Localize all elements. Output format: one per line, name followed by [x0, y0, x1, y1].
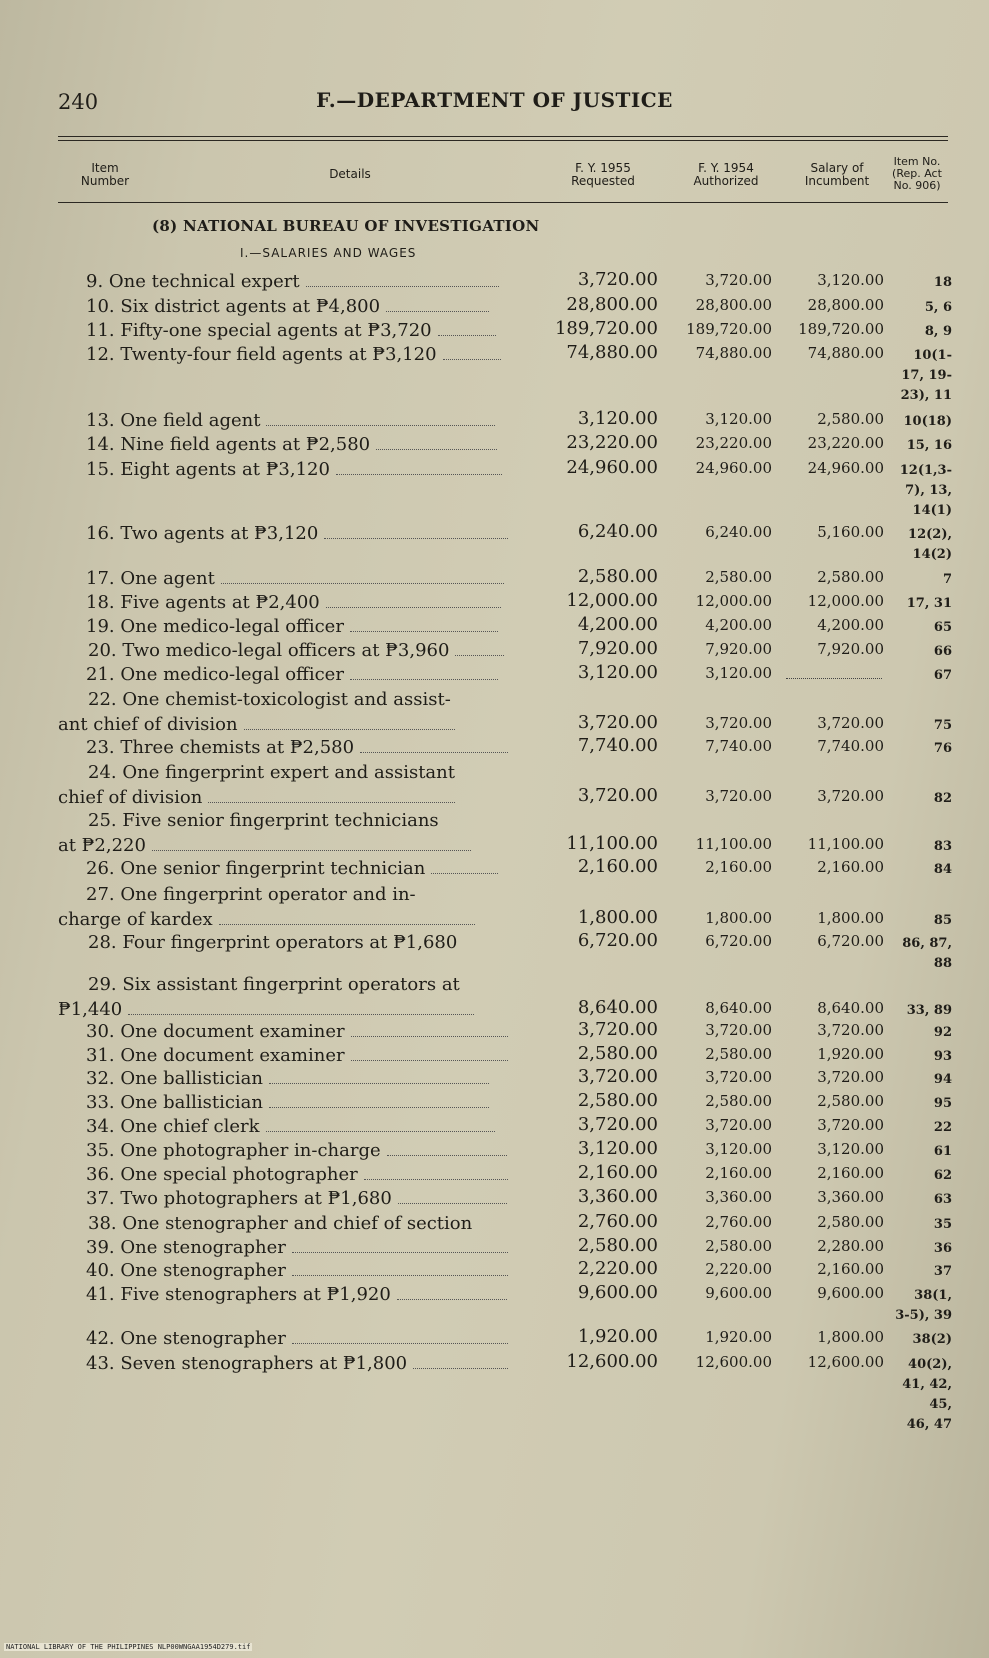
row-details — [58, 1043, 508, 1068]
dot-leader — [413, 1355, 508, 1369]
fy1954-amount: 23,220.00 — [695, 434, 772, 452]
detail-line: 28. Four fingerprint operators at ₱1,680 — [88, 932, 458, 953]
detail-line: charge of kardex — [58, 909, 213, 930]
act-item-number: 65 — [933, 620, 952, 635]
row-details — [58, 735, 508, 760]
detail-line: 26. One senior fingerprint technician — [86, 858, 426, 879]
dot-leader — [221, 570, 504, 584]
detail-line: ₱1,440 — [58, 999, 123, 1020]
row-details — [58, 1351, 508, 1376]
dot-leader — [219, 911, 475, 925]
detail-line: 9. One technical expert — [86, 271, 300, 292]
act-item-number: 33, 89 — [906, 1003, 952, 1018]
fy1955-amount: 7,740.00 — [577, 735, 658, 756]
row-details — [58, 1162, 508, 1187]
fy1955-amount: 3,120.00 — [577, 662, 658, 683]
fy1954-amount: 8,640.00 — [705, 999, 772, 1017]
detail-line: 29. Six assistant fingerprint operators at — [88, 974, 460, 995]
row-details — [58, 1326, 508, 1351]
dot-leader — [350, 618, 498, 632]
page-number: 240 — [58, 90, 99, 114]
incumbent-salary: 3,720.00 — [817, 1021, 884, 1039]
detail-line: 21. One medico-legal officer — [86, 664, 344, 685]
fy1954-amount: 6,720.00 — [705, 932, 772, 950]
fy1954-amount: 2,580.00 — [705, 568, 772, 586]
fy1955-amount: 3,720.00 — [577, 269, 658, 290]
fy1955-amount: 2,580.00 — [577, 566, 658, 587]
dot-leader — [266, 412, 495, 426]
dot-leader — [292, 1330, 508, 1344]
incumbent-salary: 2,580.00 — [817, 410, 884, 428]
fy1954-amount: 2,160.00 — [705, 858, 772, 876]
dot-leader — [398, 1190, 508, 1204]
incumbent-salary: 3,720.00 — [817, 1068, 884, 1086]
fy1955-amount: 6,720.00 — [577, 930, 658, 951]
detail-line: 25. Five senior fingerprint technicians — [88, 810, 439, 831]
fy1955-amount: 2,220.00 — [577, 1258, 658, 1279]
fy1954-amount: 3,720.00 — [705, 1021, 772, 1039]
incumbent-salary: 24,960.00 — [807, 459, 884, 477]
detail-line: 14. Nine field agents at ₱2,580 — [86, 434, 371, 455]
incumbent-salary: 9,600.00 — [817, 1284, 884, 1302]
row-details — [58, 318, 508, 343]
detail-line: 17. One agent — [86, 568, 215, 589]
act-item-number: 76 — [933, 741, 952, 756]
incumbent-salary: 4,200.00 — [817, 616, 884, 634]
incumbent-salary: 1,920.00 — [817, 1045, 884, 1063]
detail-line: 35. One photographer in-charge — [86, 1140, 381, 1161]
fy1954-amount: 189,720.00 — [686, 320, 772, 338]
act-item-number: 92 — [933, 1025, 952, 1040]
row-details — [58, 614, 508, 639]
section-subtitle: I.—SALARIES AND WAGES — [240, 246, 417, 260]
row-details — [58, 1235, 508, 1260]
detail-line: 19. One medico-legal officer — [86, 616, 344, 637]
fy1954-amount: 6,240.00 — [705, 523, 772, 541]
row-details — [58, 856, 508, 881]
detail-line: 18. Five agents at ₱2,400 — [86, 592, 320, 613]
fy1955-amount: 3,360.00 — [577, 1186, 658, 1207]
fy1954-amount: 3,120.00 — [705, 1140, 772, 1158]
act-item-number: 83 — [933, 839, 952, 854]
incumbent-salary: 3,120.00 — [817, 1140, 884, 1158]
fy1955-amount: 1,920.00 — [577, 1326, 658, 1347]
dot-leader — [326, 594, 501, 608]
fy1955-amount: 4,200.00 — [577, 614, 658, 635]
detail-line: 11. Fifty-one special agents at ₱3,720 — [86, 320, 432, 341]
act-item-number: 12(1,3- 7), 13, 14(1) — [899, 463, 952, 518]
dot-leader — [152, 837, 471, 851]
fy1955-amount: 8,640.00 — [577, 997, 658, 1018]
act-item-number: 7 — [942, 572, 952, 587]
fy1954-amount: 3,720.00 — [705, 1068, 772, 1086]
fy1955-amount: 3,720.00 — [577, 1019, 658, 1040]
dot-leader — [244, 716, 455, 730]
detail-line: 22. One chemist-toxicologist and assist- — [88, 689, 451, 710]
department-title: F.—DEPARTMENT OF JUSTICE — [316, 88, 673, 112]
incumbent-salary: 2,160.00 — [817, 1164, 884, 1182]
row-details — [58, 1282, 508, 1307]
dot-leader — [360, 739, 508, 753]
dot-leader — [350, 666, 498, 680]
act-item-number: 62 — [933, 1168, 952, 1183]
act-item-number: 67 — [933, 668, 952, 683]
incumbent-salary: 189,720.00 — [798, 320, 884, 338]
row-details — [58, 1090, 508, 1115]
archive-stamp: NATIONAL LIBRARY OF THE PHILIPPINES NLP00WNGAA1954D279.tif — [6, 1643, 251, 1651]
fy1954-amount: 4,200.00 — [705, 616, 772, 634]
row-details — [58, 972, 508, 1022]
row-details — [58, 808, 508, 858]
row-details — [58, 1114, 508, 1139]
row-details — [58, 432, 508, 457]
fy1955-amount: 7,920.00 — [577, 638, 658, 659]
row-details — [58, 457, 508, 482]
dot-leader — [292, 1239, 508, 1253]
act-item-number: 18 — [933, 275, 952, 290]
dot-leader — [387, 1142, 508, 1156]
dot-leader — [351, 1047, 508, 1061]
detail-line: 40. One stenographer — [86, 1260, 286, 1281]
act-item-number: 40(2), 41, 42, 45, 46, 47 — [902, 1357, 952, 1432]
detail-line: 27. One fingerprint operator and in- — [86, 884, 416, 905]
incumbent-salary: 5,160.00 — [817, 523, 884, 541]
detail-line: 12. Twenty-four field agents at ₱3,120 — [86, 344, 437, 365]
fy1954-amount: 7,920.00 — [705, 640, 772, 658]
detail-line: 15. Eight agents at ₱3,120 — [86, 459, 330, 480]
row-details — [58, 408, 508, 433]
detail-line: 13. One field agent — [86, 410, 261, 431]
dot-leader — [208, 789, 455, 803]
fy1955-amount: 189,720.00 — [554, 318, 658, 339]
dot-leader — [324, 525, 508, 539]
col-fy1955: F. Y. 1955 Requested — [571, 161, 635, 188]
act-item-number: 12(2), 14(2) — [908, 527, 952, 562]
detail-line: 30. One document examiner — [86, 1021, 345, 1042]
fy1954-amount: 3,720.00 — [705, 1116, 772, 1134]
dot-leader — [269, 1094, 489, 1108]
fy1954-amount: 3,720.00 — [705, 714, 772, 732]
row-details — [58, 882, 508, 932]
incumbent-salary: 3,720.00 — [817, 787, 884, 805]
act-item-number: 38(2) — [912, 1332, 952, 1347]
incumbent-salary: 3,720.00 — [817, 1116, 884, 1134]
fy1955-amount: 3,720.00 — [577, 712, 658, 733]
detail-line: 37. Two photographers at ₱1,680 — [86, 1188, 392, 1209]
act-item-number: 85 — [933, 913, 952, 928]
fy1955-amount: 3,720.00 — [577, 1066, 658, 1087]
incumbent-salary: 8,640.00 — [817, 999, 884, 1017]
act-item-number: 84 — [933, 862, 952, 877]
incumbent-salary: 2,160.00 — [817, 858, 884, 876]
act-item-number: 75 — [933, 718, 952, 733]
fy1954-amount: 11,100.00 — [695, 835, 772, 853]
fy1954-amount: 2,580.00 — [705, 1237, 772, 1255]
incumbent-salary: 7,920.00 — [817, 640, 884, 658]
detail-line: 10. Six district agents at ₱4,800 — [86, 296, 381, 317]
fy1954-amount: 28,800.00 — [695, 296, 772, 314]
detail-line: 36. One special photographer — [86, 1164, 358, 1185]
row-details — [58, 1186, 508, 1211]
incumbent-salary: 2,580.00 — [817, 1213, 884, 1231]
fy1954-amount: 1,920.00 — [705, 1328, 772, 1346]
detail-line: chief of division — [58, 787, 203, 808]
fy1954-amount: 3,720.00 — [705, 271, 772, 289]
dot-leader — [306, 273, 499, 287]
dot-leader — [376, 436, 497, 450]
fy1955-amount: 11,100.00 — [566, 833, 658, 854]
row-details — [58, 521, 508, 546]
row-details — [58, 294, 508, 319]
incumbent-salary: 6,720.00 — [817, 932, 884, 950]
row-details — [58, 1019, 508, 1044]
incumbent-salary-vacant — [786, 664, 882, 679]
incumbent-salary: 23,220.00 — [807, 434, 884, 452]
col-salary: Salary of Incumbent — [804, 161, 870, 188]
detail-line: 33. One ballistician — [86, 1092, 263, 1113]
row-details — [58, 1066, 508, 1091]
row-details — [58, 662, 508, 687]
incumbent-salary: 2,160.00 — [817, 1260, 884, 1278]
detail-line: 38. One stenographer and chief of section — [88, 1213, 473, 1234]
incumbent-salary: 74,880.00 — [807, 344, 884, 362]
fy1955-amount: 2,160.00 — [577, 1162, 658, 1183]
act-item-number: 17, 31 — [906, 596, 952, 611]
act-item-number: 36 — [933, 1241, 952, 1256]
row-details — [58, 269, 508, 294]
detail-line: 39. One stenographer — [86, 1237, 286, 1258]
dot-leader — [351, 1023, 508, 1037]
act-item-number: 38(1, 3-5), 39 — [895, 1288, 952, 1323]
fy1955-amount: 2,580.00 — [577, 1235, 658, 1256]
detail-line: 34. One chief clerk — [86, 1116, 260, 1137]
fy1954-amount: 12,000.00 — [695, 592, 772, 610]
incumbent-salary: 12,600.00 — [807, 1353, 884, 1371]
row-details — [58, 638, 508, 663]
fy1954-amount: 3,120.00 — [705, 664, 772, 682]
detail-line: 23. Three chemists at ₱2,580 — [86, 737, 355, 758]
row-details — [58, 1258, 508, 1283]
col-details: Details — [329, 167, 371, 181]
detail-line: ant chief of division — [58, 714, 238, 735]
fy1955-amount: 3,120.00 — [577, 1138, 658, 1159]
col-item-number: Item Number — [80, 161, 130, 188]
act-item-number: 15, 16 — [906, 438, 952, 453]
col-act-item: Item No. (Rep. Act No. 906) — [892, 155, 942, 192]
fy1954-amount: 7,740.00 — [705, 737, 772, 755]
act-item-number: 63 — [933, 1192, 952, 1207]
act-item-number: 61 — [933, 1144, 952, 1159]
act-item-number: 37 — [933, 1264, 952, 1279]
act-item-number: 22 — [933, 1120, 952, 1135]
incumbent-salary: 28,800.00 — [807, 296, 884, 314]
col-fy1954: F. Y. 1954 Authorized — [693, 161, 759, 188]
detail-line: 32. One ballistician — [86, 1068, 263, 1089]
fy1955-amount: 1,800.00 — [577, 907, 658, 928]
fy1955-amount: 2,580.00 — [577, 1090, 658, 1111]
incumbent-salary: 3,720.00 — [817, 714, 884, 732]
fy1954-amount: 2,580.00 — [705, 1092, 772, 1110]
dot-leader — [438, 322, 496, 336]
detail-line: 24. One fingerprint expert and assistant — [88, 762, 455, 783]
dot-leader — [266, 1118, 495, 1132]
fy1954-amount: 3,360.00 — [705, 1188, 772, 1206]
fy1955-amount: 23,220.00 — [566, 432, 658, 453]
fy1954-amount: 2,760.00 — [705, 1213, 772, 1231]
act-item-number: 10(18) — [903, 414, 952, 429]
fy1954-amount: 2,580.00 — [705, 1045, 772, 1063]
fy1955-amount: 2,160.00 — [577, 856, 658, 877]
fy1955-amount: 12,600.00 — [566, 1351, 658, 1372]
fy1955-amount: 2,760.00 — [577, 1211, 658, 1232]
dot-leader — [128, 1001, 474, 1015]
act-item-number: 93 — [933, 1049, 952, 1064]
dot-leader — [397, 1286, 508, 1300]
act-item-number: 5, 6 — [924, 300, 952, 315]
act-item-number: 86, 87, 88 — [902, 936, 952, 971]
fy1954-amount: 9,600.00 — [705, 1284, 772, 1302]
row-details — [58, 1211, 508, 1236]
fy1955-amount: 24,960.00 — [566, 457, 658, 478]
dot-leader — [443, 346, 501, 360]
fy1955-amount: 28,800.00 — [566, 294, 658, 315]
incumbent-salary: 12,000.00 — [807, 592, 884, 610]
dot-leader — [455, 642, 504, 656]
fy1954-amount: 12,600.00 — [695, 1353, 772, 1371]
act-item-number: 82 — [933, 791, 952, 806]
fy1954-amount: 3,120.00 — [705, 410, 772, 428]
fy1954-amount: 24,960.00 — [695, 459, 772, 477]
detail-line: 16. Two agents at ₱3,120 — [86, 523, 319, 544]
section-title: (8) NATIONAL BUREAU OF INVESTIGATION — [152, 217, 540, 235]
row-details — [58, 760, 508, 810]
incumbent-salary: 11,100.00 — [807, 835, 884, 853]
row-details — [58, 590, 508, 615]
detail-line: 20. Two medico-legal officers at ₱3,960 — [88, 640, 450, 661]
fy1954-amount: 3,720.00 — [705, 787, 772, 805]
dot-leader — [336, 461, 502, 475]
row-details — [58, 566, 508, 591]
fy1954-amount: 2,160.00 — [705, 1164, 772, 1182]
fy1955-amount: 2,580.00 — [577, 1043, 658, 1064]
act-item-number: 94 — [933, 1072, 952, 1087]
act-item-number: 95 — [933, 1096, 952, 1111]
fy1954-amount: 2,220.00 — [705, 1260, 772, 1278]
act-item-number: 66 — [933, 644, 952, 659]
act-item-number: 35 — [933, 1217, 952, 1232]
row-details — [58, 687, 508, 737]
detail-line: at ₱2,220 — [58, 835, 146, 856]
fy1955-amount: 9,600.00 — [577, 1282, 658, 1303]
incumbent-salary: 2,280.00 — [817, 1237, 884, 1255]
incumbent-salary: 3,360.00 — [817, 1188, 884, 1206]
fy1955-amount: 74,880.00 — [566, 342, 658, 363]
fy1954-amount: 74,880.00 — [695, 344, 772, 362]
row-details — [58, 342, 508, 367]
detail-line: 42. One stenographer — [86, 1328, 286, 1349]
incumbent-salary: 2,580.00 — [817, 1092, 884, 1110]
dot-leader — [292, 1262, 508, 1276]
dot-leader — [364, 1166, 508, 1180]
incumbent-salary: 7,740.00 — [817, 737, 884, 755]
fy1955-amount: 6,240.00 — [577, 521, 658, 542]
incumbent-salary: 2,580.00 — [817, 568, 884, 586]
fy1955-amount: 3,720.00 — [577, 1114, 658, 1135]
fy1955-amount: 3,720.00 — [577, 785, 658, 806]
dot-leader — [269, 1070, 489, 1084]
detail-line: 31. One document examiner — [86, 1045, 345, 1066]
row-details — [58, 1138, 508, 1163]
fy1955-amount: 12,000.00 — [566, 590, 658, 611]
fy1954-amount: 1,800.00 — [705, 909, 772, 927]
incumbent-salary: 1,800.00 — [817, 1328, 884, 1346]
incumbent-salary: 1,800.00 — [817, 909, 884, 927]
row-details — [58, 930, 508, 955]
fy1955-amount: 3,120.00 — [577, 408, 658, 429]
dot-leader — [386, 298, 489, 312]
detail-line: 41. Five stenographers at ₱1,920 — [86, 1284, 391, 1305]
act-item-number: 8, 9 — [924, 324, 952, 339]
act-item-number: 10(1- 17, 19- 23), 11 — [900, 348, 952, 403]
detail-line: 43. Seven stenographers at ₱1,800 — [86, 1353, 408, 1374]
dot-leader — [431, 860, 498, 874]
incumbent-salary: 3,120.00 — [817, 271, 884, 289]
